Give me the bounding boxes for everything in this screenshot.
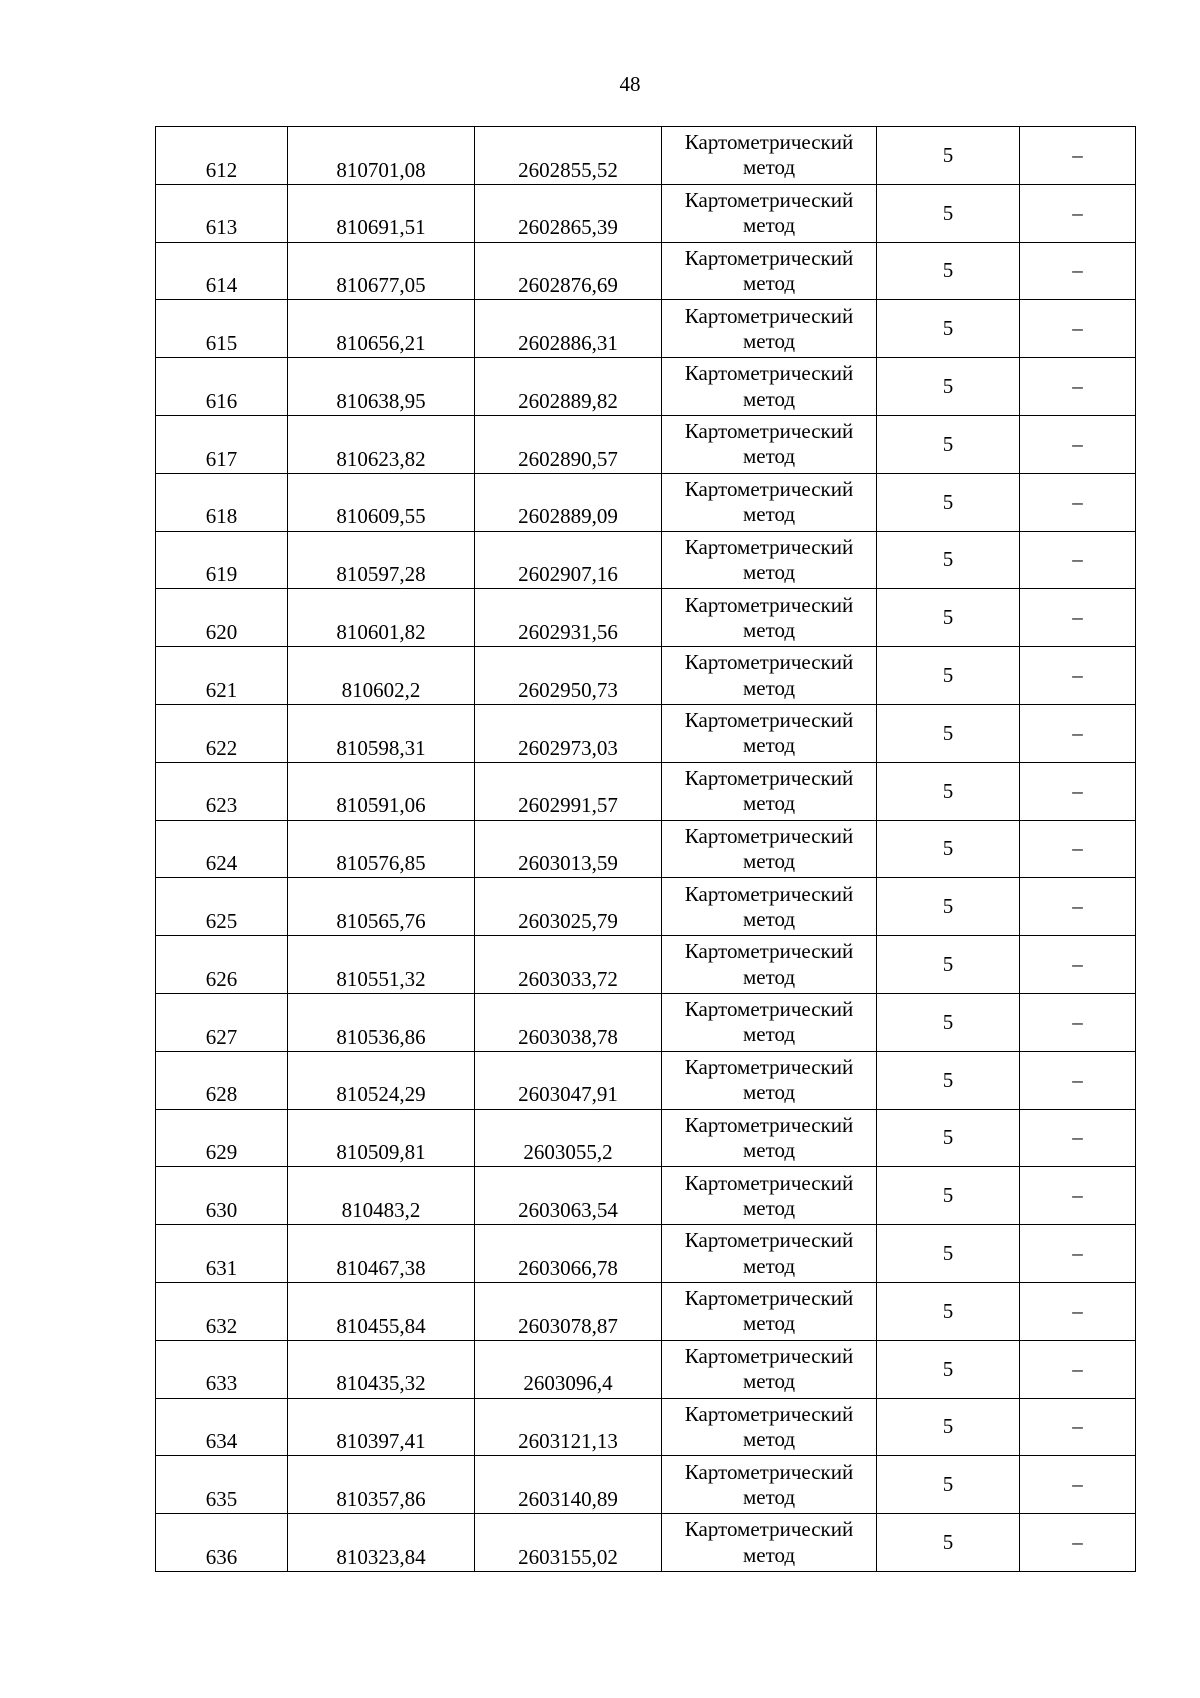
method-line-2: метод xyxy=(742,1426,796,1451)
point-number-cell: 621 xyxy=(156,647,288,705)
accuracy-cell: 5 xyxy=(877,936,1020,994)
method-cell xyxy=(662,127,877,185)
point-number-cell: 634 xyxy=(156,1398,288,1456)
method-line-1: Картометрический xyxy=(684,1170,854,1195)
method-cell xyxy=(662,358,877,416)
accuracy-cell: 5 xyxy=(877,1340,1020,1398)
method-cell xyxy=(662,1398,877,1456)
method-line-1: Картометрический xyxy=(684,361,854,386)
point-number-cell: 625 xyxy=(156,878,288,936)
method-line-2: метод xyxy=(742,848,796,873)
x-coordinate-cell: 810601,82 xyxy=(288,589,475,647)
note-cell: – xyxy=(1020,1051,1136,1109)
method-cell xyxy=(662,704,877,762)
accuracy-cell: 5 xyxy=(877,127,1020,185)
table-row xyxy=(156,589,1136,647)
coordinates-table xyxy=(155,126,1136,1572)
x-coordinate-cell: 810656,21 xyxy=(288,300,475,358)
accuracy-cell: 5 xyxy=(877,473,1020,531)
point-number-cell: 622 xyxy=(156,704,288,762)
accuracy-cell: 5 xyxy=(877,647,1020,705)
method-line-2: метод xyxy=(742,1484,796,1509)
method-line-2: метод xyxy=(742,444,796,469)
method-line-1: Картометрический xyxy=(684,823,854,848)
x-coordinate-cell: 810435,32 xyxy=(288,1340,475,1398)
y-coordinate-cell: 2603155,02 xyxy=(475,1514,662,1572)
point-number-cell: 617 xyxy=(156,415,288,473)
method-line-2: метод xyxy=(742,906,796,931)
point-number-cell: 618 xyxy=(156,473,288,531)
method-line-2: метод xyxy=(742,270,796,295)
note-cell: – xyxy=(1020,415,1136,473)
table-row xyxy=(156,647,1136,705)
note-cell: – xyxy=(1020,1340,1136,1398)
method-cell xyxy=(662,647,877,705)
method-line-1: Картометрический xyxy=(684,188,854,212)
accuracy-cell: 5 xyxy=(877,531,1020,589)
table-row xyxy=(156,358,1136,416)
note-cell: – xyxy=(1020,647,1136,705)
table-row xyxy=(156,1051,1136,1109)
accuracy-cell: 5 xyxy=(877,589,1020,647)
note-cell: – xyxy=(1020,300,1136,358)
note-cell: – xyxy=(1020,878,1136,936)
table-row xyxy=(156,1514,1136,1572)
x-coordinate-cell: 810467,38 xyxy=(288,1225,475,1283)
method-cell xyxy=(662,1282,877,1340)
x-coordinate-cell: 810597,28 xyxy=(288,531,475,589)
table-row xyxy=(156,415,1136,473)
accuracy-cell: 5 xyxy=(877,1456,1020,1514)
point-number-cell: 614 xyxy=(156,242,288,300)
point-number-cell: 616 xyxy=(156,358,288,416)
table-row xyxy=(156,300,1136,358)
accuracy-cell: 5 xyxy=(877,762,1020,820)
method-line-1: Картометрический xyxy=(684,1517,854,1542)
method-cell xyxy=(662,878,877,936)
point-number-cell: 632 xyxy=(156,1282,288,1340)
point-number-cell: 629 xyxy=(156,1109,288,1167)
method-cell xyxy=(662,473,877,531)
note-cell: – xyxy=(1020,473,1136,531)
x-coordinate-cell: 810638,95 xyxy=(288,358,475,416)
table-row xyxy=(156,127,1136,185)
point-number-cell: 633 xyxy=(156,1340,288,1398)
x-coordinate-cell: 810677,05 xyxy=(288,242,475,300)
accuracy-cell: 5 xyxy=(877,878,1020,936)
method-cell xyxy=(662,1051,877,1109)
method-line-1: Картометрический xyxy=(684,1054,854,1079)
method-line-1: Картометрический xyxy=(684,245,854,270)
method-line-2: метод xyxy=(742,328,796,353)
y-coordinate-cell: 2602991,57 xyxy=(475,762,662,820)
point-number-cell: 626 xyxy=(156,936,288,994)
method-line-1: Картометрический xyxy=(684,303,854,328)
note-cell: – xyxy=(1020,1398,1136,1456)
point-number-cell: 627 xyxy=(156,993,288,1051)
x-coordinate-cell: 810576,85 xyxy=(288,820,475,878)
accuracy-cell: 5 xyxy=(877,1167,1020,1225)
x-coordinate-cell: 810397,41 xyxy=(288,1398,475,1456)
y-coordinate-cell: 2603047,91 xyxy=(475,1051,662,1109)
x-coordinate-cell: 810551,32 xyxy=(288,936,475,994)
accuracy-cell: 5 xyxy=(877,1225,1020,1283)
method-line-2: метод xyxy=(742,386,796,411)
method-cell xyxy=(662,993,877,1051)
note-cell: – xyxy=(1020,1514,1136,1572)
method-line-2: метод xyxy=(742,733,796,758)
method-line-1: Картометрический xyxy=(684,650,854,675)
method-line-1: Картометрический xyxy=(684,130,854,155)
y-coordinate-cell: 2602907,16 xyxy=(475,531,662,589)
accuracy-cell: 5 xyxy=(877,993,1020,1051)
accuracy-cell: 5 xyxy=(877,820,1020,878)
method-cell xyxy=(662,1109,877,1167)
y-coordinate-cell: 2603025,79 xyxy=(475,878,662,936)
method-line-1: Картометрический xyxy=(684,1228,854,1253)
note-cell: – xyxy=(1020,820,1136,878)
method-cell xyxy=(662,1340,877,1398)
point-number-cell: 631 xyxy=(156,1225,288,1283)
method-cell xyxy=(662,1456,877,1514)
method-cell xyxy=(662,415,877,473)
method-line-1: Картометрический xyxy=(684,1286,854,1311)
note-cell: – xyxy=(1020,993,1136,1051)
x-coordinate-cell: 810509,81 xyxy=(288,1109,475,1167)
accuracy-cell: 5 xyxy=(877,1398,1020,1456)
x-coordinate-cell: 810357,86 xyxy=(288,1456,475,1514)
y-coordinate-cell: 2603140,89 xyxy=(475,1456,662,1514)
method-cell xyxy=(662,820,877,878)
method-line-2: метод xyxy=(742,559,796,584)
table-row xyxy=(156,820,1136,878)
table-row xyxy=(156,1398,1136,1456)
method-line-2: метод xyxy=(742,617,796,642)
method-line-1: Картометрический xyxy=(684,534,854,559)
y-coordinate-cell: 2602890,57 xyxy=(475,415,662,473)
x-coordinate-cell: 810483,2 xyxy=(288,1167,475,1225)
note-cell: – xyxy=(1020,242,1136,300)
y-coordinate-cell: 2602855,52 xyxy=(475,127,662,185)
x-coordinate-cell: 810524,29 xyxy=(288,1051,475,1109)
y-coordinate-cell: 2603121,13 xyxy=(475,1398,662,1456)
y-coordinate-cell: 2603038,78 xyxy=(475,993,662,1051)
y-coordinate-cell: 2603063,54 xyxy=(475,1167,662,1225)
method-line-1: Картометрический xyxy=(684,1459,854,1484)
y-coordinate-cell: 2602889,82 xyxy=(475,358,662,416)
method-cell xyxy=(662,1225,877,1283)
method-line-1: Картометрический xyxy=(684,881,854,906)
note-cell: – xyxy=(1020,358,1136,416)
point-number-cell: 620 xyxy=(156,589,288,647)
method-line-2: метод xyxy=(742,213,796,238)
method-cell xyxy=(662,242,877,300)
note-cell: – xyxy=(1020,531,1136,589)
note-cell: – xyxy=(1020,704,1136,762)
note-cell: – xyxy=(1020,1282,1136,1340)
x-coordinate-cell: 810536,86 xyxy=(288,993,475,1051)
table-row xyxy=(156,704,1136,762)
x-coordinate-cell: 810565,76 xyxy=(288,878,475,936)
note-cell: – xyxy=(1020,1456,1136,1514)
method-line-1: Картометрический xyxy=(684,939,854,964)
y-coordinate-cell: 2602876,69 xyxy=(475,242,662,300)
accuracy-cell: 5 xyxy=(877,1109,1020,1167)
accuracy-cell: 5 xyxy=(877,300,1020,358)
table-row xyxy=(156,242,1136,300)
method-line-2: метод xyxy=(742,1022,796,1047)
accuracy-cell: 5 xyxy=(877,1514,1020,1572)
method-cell xyxy=(662,300,877,358)
method-line-2: метод xyxy=(742,1253,796,1278)
method-cell xyxy=(662,1514,877,1572)
table-row xyxy=(156,1282,1136,1340)
x-coordinate-cell: 810455,84 xyxy=(288,1282,475,1340)
point-number-cell: 635 xyxy=(156,1456,288,1514)
method-line-1: Картометрический xyxy=(684,592,854,617)
note-cell: – xyxy=(1020,1167,1136,1225)
method-line-2: метод xyxy=(742,1542,796,1567)
table-row xyxy=(156,993,1136,1051)
point-number-cell: 623 xyxy=(156,762,288,820)
point-number-cell: 612 xyxy=(156,127,288,185)
method-cell xyxy=(662,1167,877,1225)
accuracy-cell: 5 xyxy=(877,242,1020,300)
accuracy-cell: 5 xyxy=(877,415,1020,473)
point-number-cell: 615 xyxy=(156,300,288,358)
method-line-2: метод xyxy=(742,155,796,180)
y-coordinate-cell: 2603078,87 xyxy=(475,1282,662,1340)
note-cell: – xyxy=(1020,1225,1136,1283)
note-cell: – xyxy=(1020,762,1136,820)
method-line-2: метод xyxy=(742,502,796,527)
table-row xyxy=(156,1225,1136,1283)
x-coordinate-cell: 810602,2 xyxy=(288,647,475,705)
table-row xyxy=(156,1340,1136,1398)
y-coordinate-cell: 2602973,03 xyxy=(475,704,662,762)
y-coordinate-cell: 2603055,2 xyxy=(475,1109,662,1167)
method-line-2: метод xyxy=(742,675,796,700)
table-row xyxy=(156,878,1136,936)
y-coordinate-cell: 2602886,31 xyxy=(475,300,662,358)
x-coordinate-cell: 810323,84 xyxy=(288,1514,475,1572)
note-cell: – xyxy=(1020,1109,1136,1167)
point-number-cell: 636 xyxy=(156,1514,288,1572)
method-line-1: Картометрический xyxy=(684,708,854,733)
method-line-1: Картометрический xyxy=(684,476,854,501)
point-number-cell: 619 xyxy=(156,531,288,589)
note-cell: – xyxy=(1020,127,1136,185)
point-number-cell: 630 xyxy=(156,1167,288,1225)
table-row xyxy=(156,762,1136,820)
y-coordinate-cell: 2602950,73 xyxy=(475,647,662,705)
y-coordinate-cell: 2603013,59 xyxy=(475,820,662,878)
y-coordinate-cell: 2603033,72 xyxy=(475,936,662,994)
method-cell xyxy=(662,936,877,994)
method-cell xyxy=(662,531,877,589)
point-number-cell: 628 xyxy=(156,1051,288,1109)
method-line-2: метод xyxy=(742,791,796,816)
note-cell: – xyxy=(1020,936,1136,994)
table-row xyxy=(156,1456,1136,1514)
method-line-2: метод xyxy=(742,1311,796,1336)
accuracy-cell: 5 xyxy=(877,1051,1020,1109)
method-line-1: Картометрический xyxy=(684,765,854,790)
method-line-1: Картометрический xyxy=(684,1343,854,1368)
accuracy-cell: 5 xyxy=(877,184,1020,242)
x-coordinate-cell: 810623,82 xyxy=(288,415,475,473)
x-coordinate-cell: 810701,08 xyxy=(288,127,475,185)
method-line-2: метод xyxy=(742,1195,796,1220)
table-row xyxy=(156,531,1136,589)
method-line-1: Картометрический xyxy=(684,997,854,1022)
point-number-cell: 624 xyxy=(156,820,288,878)
method-line-2: метод xyxy=(742,1080,796,1105)
method-line-1: Картометрический xyxy=(684,1112,854,1137)
accuracy-cell: 5 xyxy=(877,358,1020,416)
point-number-cell: 613 xyxy=(156,184,288,242)
method-cell xyxy=(662,184,877,242)
table-row xyxy=(156,1109,1136,1167)
y-coordinate-cell: 2603066,78 xyxy=(475,1225,662,1283)
x-coordinate-cell: 810691,51 xyxy=(288,184,475,242)
table-row xyxy=(156,1167,1136,1225)
y-coordinate-cell: 2602865,39 xyxy=(475,184,662,242)
method-line-2: метод xyxy=(742,1369,796,1394)
coordinates-table-body xyxy=(156,127,1136,1572)
table-row xyxy=(156,936,1136,994)
method-line-2: метод xyxy=(742,1137,796,1162)
y-coordinate-cell: 2602889,09 xyxy=(475,473,662,531)
table-row xyxy=(156,473,1136,531)
method-cell xyxy=(662,762,877,820)
method-cell xyxy=(662,589,877,647)
x-coordinate-cell: 810591,06 xyxy=(288,762,475,820)
table-row xyxy=(156,184,1136,242)
x-coordinate-cell: 810609,55 xyxy=(288,473,475,531)
accuracy-cell: 5 xyxy=(877,704,1020,762)
method-line-1: Картометрический xyxy=(684,419,854,444)
method-line-2: метод xyxy=(742,964,796,989)
note-cell: – xyxy=(1020,589,1136,647)
note-cell: – xyxy=(1020,184,1136,242)
y-coordinate-cell: 2602931,56 xyxy=(475,589,662,647)
y-coordinate-cell: 2603096,4 xyxy=(475,1340,662,1398)
page-number: 48 xyxy=(619,72,641,96)
method-line-1: Картометрический xyxy=(684,1401,854,1426)
accuracy-cell: 5 xyxy=(877,1282,1020,1340)
x-coordinate-cell: 810598,31 xyxy=(288,704,475,762)
